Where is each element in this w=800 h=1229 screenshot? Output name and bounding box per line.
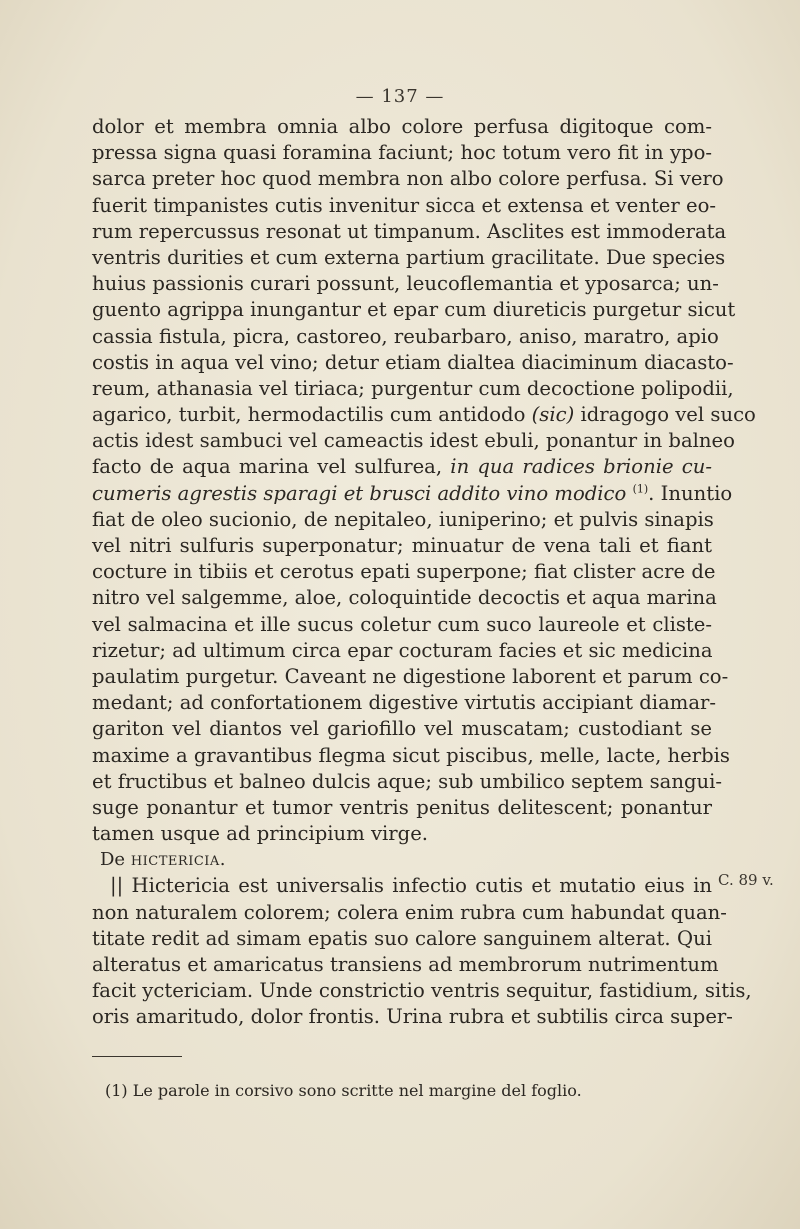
text-line: maxime a gravantibus flegma sicut piscibus, melle, lacte, herbis bbox=[92, 743, 730, 767]
text-line: paulatim purgetur. Caveant ne digestione laborent et parum co- bbox=[92, 664, 729, 688]
text-segment: facto de aqua marina vel sulfurea, bbox=[92, 455, 443, 479]
italic-marginal-text: in qua radices brionie cu- bbox=[450, 455, 712, 479]
text-line: ventris durities et cum externa partium gracilitate. Due species bbox=[92, 245, 726, 269]
text-line: et fructibus et balneo dulcis aque; sub umbilico septem sangui- bbox=[92, 769, 723, 793]
margin-folio-note: C. 89 v. bbox=[718, 871, 774, 889]
text-line: guento agrippa inungantur et epar cum diureticis purgetur sicut bbox=[92, 298, 736, 322]
text-line: non naturalem colorem; colera enim rubra cum habundat quan- bbox=[92, 900, 727, 924]
text-line: fuerit timpanistes cutis invenitur sicca et extensa et venter eo- bbox=[92, 193, 717, 217]
heading-word: hictericia. bbox=[130, 849, 227, 871]
text-line: oris amaritudo, dolor frontis. Urina rubra et subtilis circa super- bbox=[92, 1005, 733, 1029]
text-line-with-sic bbox=[92, 402, 756, 428]
text-line: vel salmacina et ille sucus coletur cum suco laureole et cliste- bbox=[92, 612, 712, 636]
text-line: gariton vel diantos vel gariofillo vel muscatam; custodiant se bbox=[92, 717, 712, 741]
text-line: pressa signa quasi foramina faciunt; hoc totum vero fit in ypo- bbox=[92, 141, 712, 165]
footnote-marker: (1) bbox=[632, 482, 649, 496]
text-line: tamen usque ad principium virge. bbox=[92, 822, 429, 846]
text-line: vel nitri sulfuris superponatur; minuatur de vena tali et fiant bbox=[92, 534, 712, 557]
text-line-with-italic bbox=[92, 454, 712, 480]
text-line: medant; ad confortationem digestive virtutis accipiant diamar- bbox=[92, 691, 716, 715]
text-line: titate redit ad simam epatis suo calore sanguinem alterat. Qui bbox=[92, 926, 712, 950]
text-segment: . Inuntio bbox=[648, 481, 733, 505]
text-line: cassia fistula, picra, castoreo, reubarbaro, aniso, maratro, apio bbox=[92, 324, 719, 348]
text-line: sarca preter hoc quod membra non albo colore perfusa. Si vero bbox=[92, 167, 724, 191]
text-line: cocture in tibiis et cerotus epati superpone; fiat clister acre de bbox=[92, 560, 716, 584]
footnote-divider bbox=[92, 1056, 182, 1057]
italic-marginal-text: cumeris agrestis sparagi et brusci addito vino modico bbox=[92, 481, 627, 505]
text-line: nitro vel salgemme, aloe, coloquintide decoctis et aqua marina bbox=[92, 586, 717, 610]
section-heading bbox=[92, 847, 712, 873]
text-line: huius passionis curari possunt, leucoflemantia et yposarca; un- bbox=[92, 272, 719, 296]
text-line-with-footnote-mark bbox=[92, 481, 733, 507]
text-line: facit yctericiam. Unde constrictio ventris sequitur, fastidium, sitis, bbox=[92, 979, 752, 1003]
text-line: fiat de oleo sucionio, de nepitaleo, iuniperino; et pulvis sinapis bbox=[92, 507, 714, 531]
text-segment: agarico, turbit, hermodactilis cum antidodo bbox=[92, 403, 526, 427]
sic-note: (sic) bbox=[531, 403, 575, 427]
text-line: alteratus et amaricatus transiens ad membrorum nutrimentum bbox=[92, 953, 719, 976]
text-line: reum, athanasia vel tiriaca; purgentur cum decoctione polipodii, bbox=[92, 376, 734, 400]
footnote: (1) Le parole in corsivo sono scritte nel margine del foglio. bbox=[105, 1081, 582, 1100]
text-line: || Hictericia est universalis infectio cutis et mutatio eius in bbox=[110, 874, 712, 898]
text-line: actis idest sambuci vel cameactis idest ebuli, ponantur in balneo bbox=[92, 429, 735, 453]
text-segment: idragogo vel suco bbox=[580, 403, 756, 427]
text-line: dolor et membra omnia albo colore perfusa digitoque com- bbox=[92, 115, 712, 138]
text-line: suge ponantur et tumor ventris penitus delitescent; ponantur bbox=[92, 795, 712, 819]
heading-word: De bbox=[100, 849, 126, 871]
page-number: — 137 — bbox=[355, 86, 445, 107]
text-line: rum repercussus resonat ut timpanum. Asclites est immoderata bbox=[92, 219, 727, 243]
text-line: rizetur; ad ultimum circa epar cocturam facies et sic medicina bbox=[92, 638, 713, 662]
text-line: costis in aqua vel vino; detur etiam dialtea diaciminum diacasto- bbox=[92, 350, 734, 374]
